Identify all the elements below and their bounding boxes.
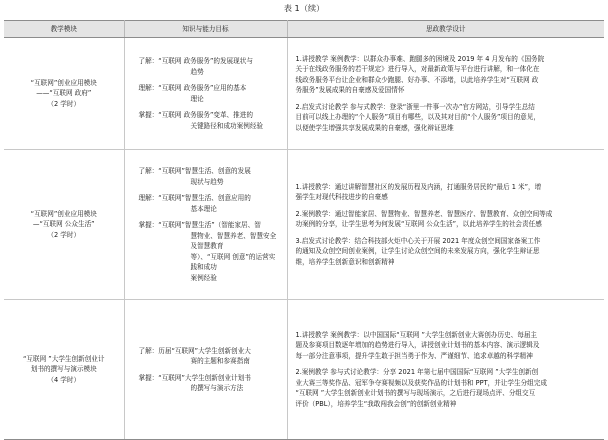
header-goals: 知识与能力目标 [124,21,287,38]
table-caption: 表 1（续） [283,3,325,13]
design-cell: 1.讲授教学：通过讲解智慧社区的发展历程及内涵，打通服务居民的“最后 1 米”，增 强学生对现代科技进步的自豪感 2.案例教学：通过智能家居、智慧物业、智慧养老、智慧医疗、智慧教育、众创空间等成 功案例的分享，让学生思考为何发展“互联网 公众生活”，以此培养学生的社会责任感 3.启发式讨论教学：结合科技部火炬中心关于开展 2021 年度众创空间国家备案工作 的通知及众创空间创业案例，让学生讨论众创空间的未来发展方向，强化学生辩证思 维，培养学生创新意识和创新精神 [287,150,604,300]
table-row [4,150,604,300]
design-cell: 1.讲授教学 案例教学：以群众办事难、跑腿多的困境及 2019 年 4 月发布的《国务院 关于在线政务服务的若干规定》进行导入，对最新政策与平台进行讲解，和一体化在 线政务服务平台让企业和群众少跑腿、好办事、不添堵，以此培养学生对“互联网 政 务服务”发展成果的自豪感及爱国情怀 2.启发式讨论教学 参与式教学：登录“浙里一件事一次办”官方网站，引导学生总结 目前可以线上办理的“个人服务”项目有哪些，以及其对目前“个人服务”项目的意见， 以便使学生增强共享发展成果的自豪感，强化辩证思维 [287,38,604,150]
header-design: 思政教学设计 [287,21,604,38]
module-cell: “互联网”创业应用模块 ——“互联网 政府” （2 学时） [4,38,124,150]
goals-cell: 了解：“互联网 政务服务”的发展现状与 趋势 理解：“互联网 政务服务”应用的基本 理论 掌握：“互联网 政务服务”变革、推进的 关键路径和成功案例经验 [124,38,287,150]
design-cell: 1.讲授教学 案例教学：以中国国际“互联网 ”大学生创新创业大赛创办历史、每届主 题及参赛项目数逐年增加的趋势进行导入，讲授创业计划书的基本内容、演示逻辑及 每一部分注意事项，提升学生敢于担当勇于作为、严谨细节、追求卓越的科学精神 2.案例教学 参与式讨论教学：分享 2021 年第七届中国国际“互联网 ”大学生创新创 业大赛三等奖作品、冠军争夺赛视频以及获奖作品的计划书和 PPT，并让学生分组完成 “互联网 ”大学生创新创业计划书的撰写与现场演示，之后进行现场点评、分组交互 评价（PBL），培养学生“我敢闯我会创”的创新创业精神 [287,300,604,440]
goals-cell: 了解：“互联网”智慧生活、创意的发展 现状与趋势 理解：“互联网”智慧生活、创意应用的 基本理论 掌握：“互联网”智慧生活”（智能家居、智 慧物业、智慧养老、智慧安全及智慧教育 等）、“互联网 创意”的运营实践和成功 案例经验 [124,150,287,300]
table-row [4,38,604,150]
table-header-row [4,21,604,38]
curriculum-table [4,20,604,440]
goals-cell: 了解：历届“互联网”大学生创新创业大 赛的主题和参赛指南 掌握：“互联网”大学生创新创业计划书 的撰写与演示方法 [124,300,287,440]
header-module: 教学模块 [4,21,124,38]
table-row [4,300,604,440]
module-cell: “互联网”创业应用模块 —“互联网 公众生活” （2 学时） [4,150,124,300]
module-cell: “互联网 ”大学生创新创业计 划书的撰写与演示模块 （4 学时） [4,300,124,440]
